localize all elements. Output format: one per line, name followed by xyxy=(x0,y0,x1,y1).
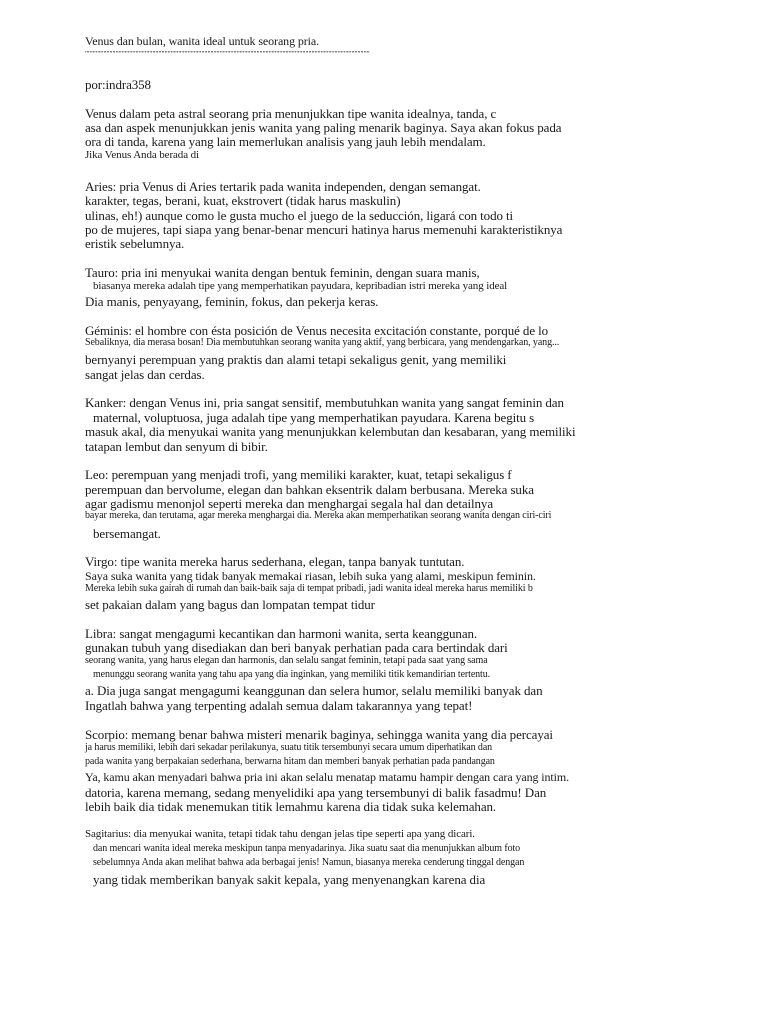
text-line: lebih baik dia tidak menemukan titik lemahmu karena dia tidak suka kelemahan. xyxy=(85,799,497,814)
title-underline: """"""""""""""""""""""""""""""""""""""""""""""""""""""""""""""""""""""""""""""""""""""""""""" xyxy=(85,49,370,58)
text-line: Scorpio: memang benar bahwa misteri menarik baginya, sehingga wanita yang dia percayai xyxy=(85,727,553,742)
text-line: Virgo: tipe wanita mereka harus sederhana, elegan, tanpa banyak tuntutan. xyxy=(85,554,465,569)
text-line: datoria, karena memang, sedang menyelidiki apa yang tersembunyi di balik fasadmu! Dan xyxy=(85,785,547,800)
author-line: por:indra358 xyxy=(85,77,151,92)
text-line: karakter, tegas, berani, kuat, ekstrovert (tidak harus maskulin) xyxy=(85,193,401,208)
text-line: eristik sebelumnya. xyxy=(85,236,185,251)
text-line: Venus dalam peta astral seorang pria menunjukkan tipe wanita idealnya, tanda, c xyxy=(85,106,497,121)
text-line: Ingatlah bahwa yang terpenting adalah semua dalam takarannya yang tepat! xyxy=(85,698,473,713)
text-line: pada wanita yang berpakaian sederhana, berwarna hitam dan memberi banyak perhatian pada pandangan xyxy=(85,756,495,767)
text-line: sebelumnya Anda akan melihat bahwa ada berbagai jenis! Namun, biasanya mereka cenderung tinggal dengan xyxy=(93,857,525,868)
text-line: perempuan dan bervolume, elegan dan bahkan eksentrik dalam berbusana. Mereka suka xyxy=(85,482,534,497)
text-line: maternal, voluptuosa, juga adalah tipe yang memperhatikan payudara. Karena begitu s xyxy=(93,410,535,425)
text-line: dan mencari wanita ideal mereka meskipun tanpa menyadarinya. Jika suatu saat dia menunjukkan album foto xyxy=(93,843,521,854)
text-line: bayar mereka, dan terutama, agar mereka menghargai dia. Mereka akan memperhatikan seorang wanita dengan ciri-ciri xyxy=(85,510,552,521)
text-line: menunggu seorang wanita yang tahu apa yang dia inginkan, yang memiliki titik kemandirian tertentu. xyxy=(93,669,491,680)
text-line: Sagitarius: dia menyukai wanita, tetapi tidak tahu dengan jelas tipe seperti apa yang dicari. xyxy=(85,828,475,840)
text-line: asa dan aspek menunjukkan jenis wanita yang paling menarik baginya. Saya akan fokus pada xyxy=(85,120,562,135)
document-title: Venus dan bulan, wanita ideal untuk seorang pria. xyxy=(85,34,320,48)
text-line: Tauro: pria ini menyukai wanita dengan bentuk feminin, dengan suara manis, xyxy=(85,265,480,280)
text-line: set pakaian dalam yang bagus dan lompatan tempat tidur xyxy=(85,597,375,612)
text-line: Aries: pria Venus di Aries tertarik pada wanita independen, dengan semangat. xyxy=(85,179,481,194)
text-line: Jika Venus Anda berada di xyxy=(85,149,199,161)
text-line: ja harus memiliki, lebih dari sekadar perilakunya, suatu titik tersembunyi secara umum diperhatikan dan xyxy=(85,742,493,753)
text-line: Leo: perempuan yang menjadi trofi, yang memiliki karakter, kuat, tetapi sekaligus f xyxy=(85,467,512,482)
text-line: tatapan lembut dan senyum di bibir. xyxy=(85,439,268,454)
text-line: bernyanyi perempuan yang praktis dan alami tetapi sekaligus genit, yang memiliki xyxy=(85,352,507,367)
text-line: po de mujeres, tapi siapa yang benar-benar mencuri hatinya harus memenuhi karakteristiknya xyxy=(85,222,563,237)
text-line: agar gadismu menonjol seperti mereka dan menghargai segala hal dan detailnya xyxy=(85,496,494,511)
text-line: Mereka lebih suka gairah di rumah dan baik-baik saja di tempat pribadi, jadi wanita ideal mereka harus memiliki b xyxy=(85,583,533,594)
text-line: bersemangat. xyxy=(93,526,161,541)
text-line: Géminis: el hombre con ésta posición de Venus necesita excitación constante, porqué de lo xyxy=(85,323,549,338)
text-line: ulinas, eh!) aunque como le gusta mucho el juego de la seducción, ligará con todo ti xyxy=(85,208,514,223)
text-line: Libra: sangat mengagumi kecantikan dan harmoni wanita, serta keanggunan. xyxy=(85,626,478,641)
text-line: Kanker: dengan Venus ini, pria sangat sensitif, membutuhkan wanita yang sangat feminin dan xyxy=(85,395,564,410)
text-line: a. Dia juga sangat mengagumi keanggunan dan selera humor, selalu memiliki banyak dan xyxy=(85,683,543,698)
text-line: Ya, kamu akan menyadari bahwa pria ini akan selalu menatap matamu hampir dengan cara yang intim. xyxy=(85,770,570,784)
text-line: biasanya mereka adalah tipe yang memperhatikan payudara, kepribadian istri mereka yang ideal xyxy=(93,280,508,292)
text-line: seorang wanita, yang harus elegan dan harmonis, dan selalu sangat feminin, tetapi pada saat yang sama xyxy=(85,655,488,666)
text-line: ora di tanda, karena yang lain memerlukan analisis yang jauh lebih mendalam. xyxy=(85,134,486,149)
text-line: Dia manis, penyayang, feminin, fokus, dan pekerja keras. xyxy=(85,294,379,309)
text-line: Saya suka wanita yang tidak banyak memakai riasan, lebih suka yang alami, meskipun feminin. xyxy=(85,569,536,583)
text-line: masuk akal, dia menyukai wanita yang menunjukkan kelembutan dan kesabaran, yang memiliki xyxy=(85,424,576,439)
text-line: Sebaliknya, dia merasa bosan! Dia membutuhkan seorang wanita yang aktif, yang berbicara, yang mendengarkan, yang... xyxy=(85,337,560,348)
text-line: yang tidak memberikan banyak sakit kepala, yang menyenangkan karena dia xyxy=(93,872,486,887)
text-line: gunakan tubuh yang disediakan dan beri banyak perhatian pada cara bertindak dari xyxy=(85,640,508,655)
text-line: sangat jelas dan cerdas. xyxy=(85,367,205,382)
